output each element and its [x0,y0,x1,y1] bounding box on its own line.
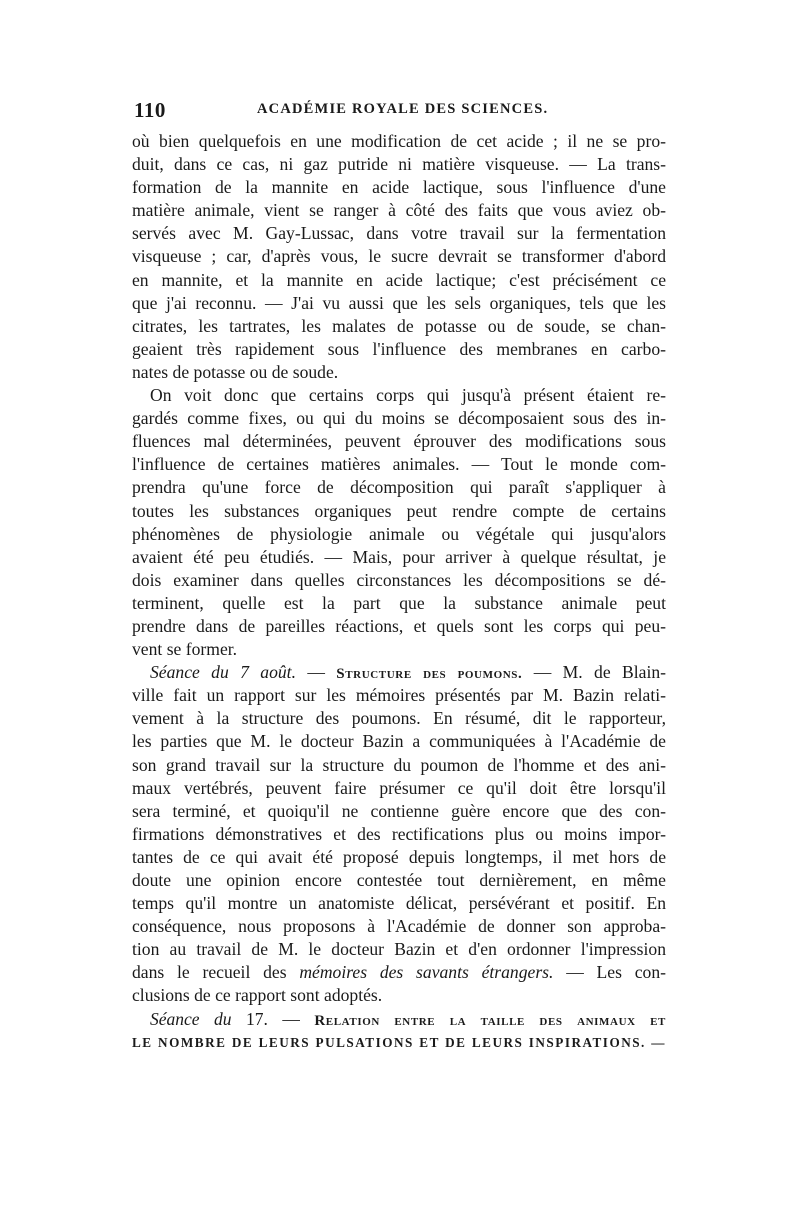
line-rest: — Les con- [553,962,666,983]
paragraph-2 [132,384,666,661]
session-date: Séance du 7 août. [150,662,296,683]
text-line: servés avec M. Gay-Lussac, dans votre travail sur la fermentation [132,223,666,244]
text-line: gardés comme fixes, ou qui du moins se décomposaient sous des in- [132,408,666,429]
section-heading-continued: LE NOMBRE DE LEURS PULSATIONS ET DE LEURS INSPIRATIONS. — [132,1034,666,1050]
text-line: phénomènes de physiologie animale ou végétale qui jusqu'alors [132,523,666,544]
text-line: que j'ai reconnu. — J'ai vu aussi que les sels organiques, tels que les [132,292,666,313]
text-line [132,961,666,984]
text-line: toutes les substances organiques peut rendre compte de certains [132,500,666,521]
text-line: nates de potasse ou de soude. [132,361,339,382]
text-line: On voit donc que certains corps qui jusqu'à présent étaient re- [150,385,666,406]
page-number: 110 [134,98,166,122]
text-line: son grand travail sur la structure du poumon de l'homme et des ani- [132,754,666,775]
text-line: dois examiner dans quelles circonstances les décompositions se dé- [132,569,666,590]
text-line: vent se former. [132,639,238,660]
text-line: l'influence de certaines matières animales. — Tout le monde com- [132,454,666,475]
body-text [132,130,666,1054]
publication-title: mémoires des savants étrangers. [299,962,554,983]
session-date: Séance du [150,1008,232,1029]
dash: — [295,662,337,683]
text-line: en mannite, et la mannite en acide lactique; c'est précisément ce [132,269,666,290]
paragraph-4 [132,1008,666,1054]
text-line: avaient été peu étudiés. — Mais, pour arriver à quelque résultat, je [132,546,666,567]
text-line: tion au travail de M. le docteur Bazin et d'en ordonner l'impression [132,939,666,960]
text-line: conséquence, nous proposons à l'Académie de donner son approba- [132,916,666,937]
text-line: citrates, les tartrates, les malates de potasse ou de soude, se chan- [132,315,666,336]
paragraph-3 [132,661,666,1007]
text-line: fluences mal déterminées, peuvent éprouver des modifications sous [132,431,666,452]
running-head: ACADÉMIE ROYALE DES SCIENCES. [257,101,549,117]
text-line: matière animale, vient se ranger à côté des faits que vous aviez ob- [132,200,666,221]
section-heading: Structure des poumons. [336,666,523,683]
text-line [132,1008,666,1031]
text-line: terminent, quelle est la part que la substance animale peut [132,592,666,613]
line-rest: — M. de Blain- [522,662,666,683]
text-line: duit, dans ce cas, ni gaz putride ni matière visqueuse. — La trans- [132,154,666,175]
text-line: prendra qu'une force de décomposition qui paraît s'appliquer à [132,477,666,498]
text-line: maux vertébrés, peuvent faire présumer ce qu'il doit être lorsqu'il [132,777,666,798]
text-line: visqueuse ; car, d'après vous, le sucre devrait se transformer d'abord [132,246,666,267]
session-day: 17. — [231,1008,315,1029]
text-line: vement à la structure des poumons. En résumé, dit le rapporteur, [132,708,666,729]
text-line: temps qu'il montre un anatomiste délicat, persévérant et positif. En [132,893,666,914]
text-line: formation de la mannite en acide lactique, sous l'influence d'une [132,177,666,198]
text-line: les parties que M. le docteur Bazin a communiquées à l'Académie de [132,731,666,752]
paragraph-1 [132,130,666,384]
text-line [132,661,666,684]
line-start: dans le recueil des [132,962,300,983]
section-heading: Relation entre la taille des animaux et [314,1012,666,1029]
text-line: tantes de ce qui avait été proposé depuis longtemps, il met hors de [132,846,666,867]
text-line: clusions de ce rapport sont adoptés. [132,985,383,1006]
text-line: doute une opinion encore contestée tout dernièrement, en même [132,870,666,890]
text-line: où bien quelquefois en une modification de cet acide ; il ne se pro- [132,131,666,151]
text-line: prendre dans de pareilles réactions, et quels sont les corps qui peu- [132,615,666,636]
text-line: sera terminé, et quoiqu'il ne contienne guère encore que des con- [132,800,666,821]
text-line: ville fait un rapport sur les mémoires présentés par M. Bazin relati- [132,685,666,706]
text-line: geaient très rapidement sous l'influence des membranes en carbo- [132,338,666,359]
page-header [134,98,664,124]
text-line: firmations démonstratives et des rectifications plus ou moins impor- [132,823,666,844]
